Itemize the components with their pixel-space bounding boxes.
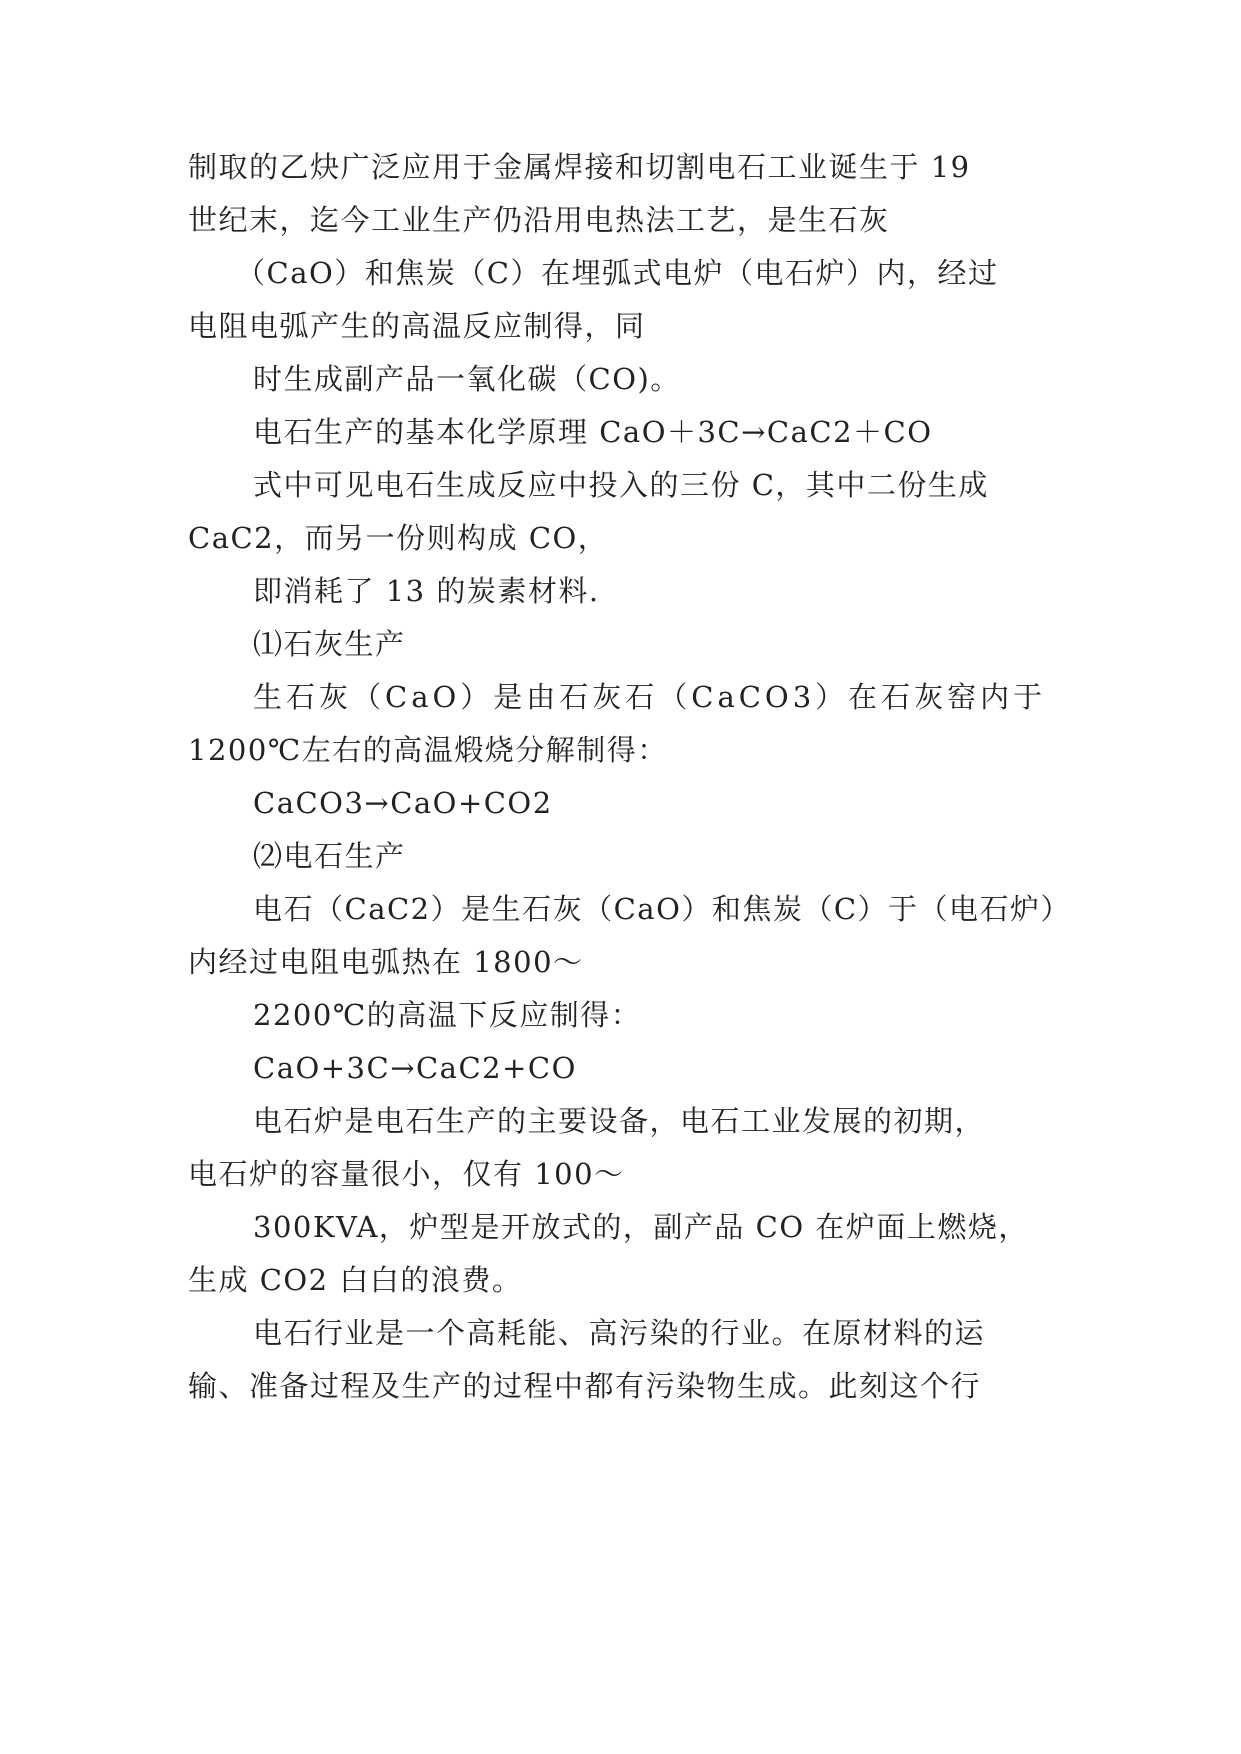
text-line: 电石（CaC2）是生石灰（CaO）和焦炭（C）于（电石炉）: [253, 892, 1072, 926]
text-line: （CaO）和焦炭（C）在埋弧式电炉（电石炉）内，经过: [236, 256, 999, 290]
text-line: 即消耗了 13 的炭素材料.: [253, 574, 600, 608]
text-line: 1200℃左右的高温煅烧分解制得：: [188, 733, 668, 767]
text-line: 电石生产的基本化学原理 CaO＋3C→CaC2＋CO: [253, 415, 933, 449]
text-line: ⑴石灰生产: [253, 627, 406, 661]
text-line: CaC2，而另一份则构成 CO，: [188, 521, 609, 555]
text-line: 300KVA，炉型是开放式的，副产品 CO 在炉面上燃烧，: [253, 1210, 1029, 1244]
text-line: CaCO3→CaO+CO2: [253, 786, 553, 820]
text-line: 生成 CO2 白白的浪费。: [188, 1263, 523, 1297]
text-line: 电石行业是一个高耗能、高污染的行业。在原材料的运: [253, 1316, 986, 1350]
text-line: 生石灰（CaO）是由石灰石（CaCO3）在石灰窑内于: [253, 680, 1047, 714]
text-line: 时生成副产品一氧化碳（CO)。: [253, 362, 681, 396]
text-line: 输、准备过程及生产的过程中都有污染物生成。此刻这个行: [188, 1369, 982, 1403]
text-line: 世纪末，迄今工业生产仍沿用电热法工艺，是生石灰: [188, 203, 890, 237]
text-line: 内经过电阻电弧热在 1800～: [188, 945, 584, 979]
text-line: 2200℃的高温下反应制得：: [253, 998, 642, 1032]
text-line: CaO+3C→CaC2+CO: [253, 1051, 577, 1085]
text-line: 电石炉是电石生产的主要设备，电石工业发展的初期，: [253, 1104, 986, 1138]
text-line: 制取的乙炔广泛应用于金属焊接和切割电石工业诞生于 19: [188, 150, 971, 184]
text-line: 电石炉的容量很小，仅有 100～: [188, 1157, 625, 1191]
text-line: 式中可见电石生成反应中投入的三份 C，其中二份生成: [253, 468, 989, 502]
text-line: ⑵电石生产: [253, 839, 406, 873]
text-line: 电阻电弧产生的高温反应制得，同: [188, 309, 646, 343]
